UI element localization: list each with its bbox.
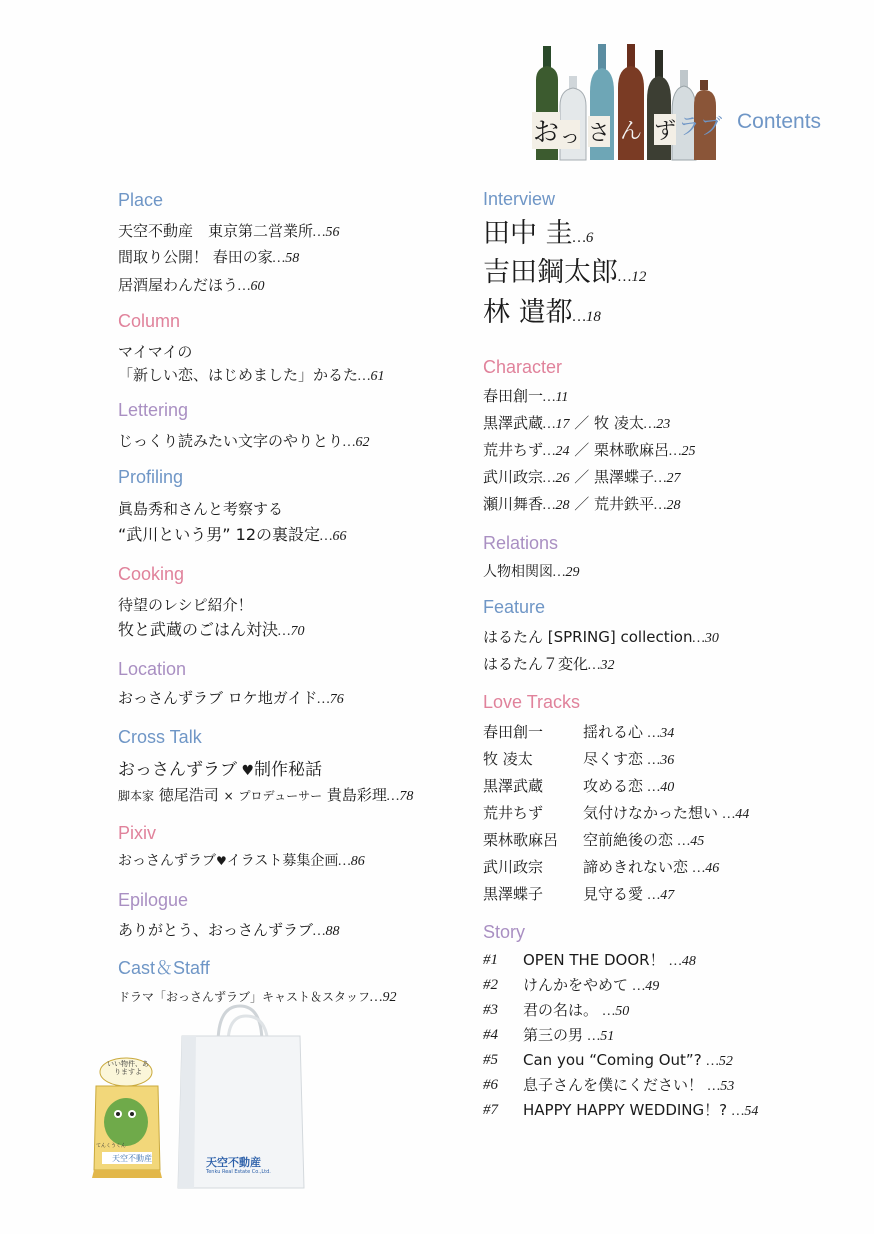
toc-entry[interactable]	[483, 386, 568, 408]
stand-caption: てんくうくん	[96, 1143, 127, 1149]
toc-entry[interactable]	[483, 562, 579, 583]
page-number: …47	[647, 888, 675, 903]
page-number: …28	[654, 498, 681, 513]
track-song: 揺れる心	[583, 723, 644, 741]
episode-title	[523, 1075, 734, 1097]
place-heading: Place	[118, 190, 164, 210]
entry-title: 牧 凌太	[594, 414, 644, 432]
entry-title: イラスト募集企画	[226, 853, 339, 869]
episode-title	[523, 1050, 733, 1072]
page-number: …70	[278, 624, 305, 639]
toc-entry-line: 眞島秀和さんと考察する	[118, 500, 284, 518]
separator: ／	[574, 414, 590, 432]
toc-entry[interactable]	[118, 431, 369, 453]
track-title	[583, 803, 749, 825]
track-character: 牧 凌太	[483, 750, 533, 768]
entry-title: おっさんずラブ	[118, 760, 237, 780]
toc-entry[interactable]	[483, 627, 719, 649]
toc-entry[interactable]	[483, 494, 681, 516]
page-number: …24	[543, 444, 570, 459]
entry-title: 春田創一	[483, 387, 544, 405]
toc-entry[interactable]	[118, 620, 304, 642]
logo-char: ず	[654, 114, 676, 145]
entry-title: 栗林歌麻呂	[594, 441, 670, 459]
entry-title: 人物相関図	[483, 564, 553, 580]
toc-entry[interactable]	[483, 654, 614, 676]
entry-title: 武川政宗	[483, 468, 544, 486]
toc-entry[interactable]	[118, 221, 339, 243]
episode-number: #7	[483, 1102, 498, 1118]
toc-entry[interactable]	[118, 275, 264, 297]
toc-entry[interactable]	[118, 785, 413, 807]
page-number: …17	[543, 417, 570, 432]
toc-entry[interactable]	[118, 851, 365, 872]
page-number: …52	[706, 1054, 733, 1069]
track-character: 黒澤武蔵	[483, 777, 544, 795]
track-title	[583, 722, 674, 744]
location-heading: Location	[118, 659, 187, 679]
episode-name: けんかをやめて	[523, 976, 629, 994]
episode-name: OPEN THE DOOR！	[523, 951, 665, 969]
page-number: …54	[731, 1104, 759, 1119]
entry-title: おっさんずラブ ロケ地ガイド	[118, 689, 318, 707]
epilogue-heading: Epilogue	[118, 890, 189, 910]
column-heading: Column	[118, 311, 181, 331]
entry-title: 荒井鉄平	[594, 495, 655, 513]
page-number: …86	[338, 854, 365, 869]
shopping-bag	[176, 1000, 306, 1192]
crosstalk-heading: Cross Talk	[118, 727, 202, 747]
track-song: 諦めきれない恋	[583, 858, 689, 876]
entry-title: 荒井ちず	[483, 441, 544, 459]
pixiv-heading: Pixiv	[118, 823, 157, 843]
entry-title: 天空不動産 東京第二営業所	[118, 222, 314, 240]
episode-name: 息子さんを僕にください！	[523, 1076, 704, 1094]
page-number: …66	[320, 529, 347, 544]
track-character: 荒井ちず	[483, 804, 544, 822]
logo-char: ブ	[700, 115, 723, 140]
toc-entry[interactable]	[483, 218, 593, 254]
logo-char: お	[532, 112, 560, 149]
role-label: プロデューサー	[238, 789, 323, 803]
entry-title: “武川という男” 12の裏設定	[118, 525, 321, 544]
episode-name: 第三の男	[523, 1026, 584, 1044]
page-number: …6	[572, 230, 594, 246]
logo-title	[528, 112, 728, 152]
entry-title: 「新しい恋、はじめました」かるた	[118, 366, 359, 384]
episode-number: #6	[483, 1077, 498, 1093]
episode-title	[523, 1100, 758, 1122]
episode-name: 君の名は。	[523, 1001, 599, 1019]
bag-logo: 天空不動産	[206, 1156, 261, 1169]
entry-title: ドラマ「おっさんずラブ」キャスト＆スタッフ	[118, 990, 371, 1004]
page-number: …58	[272, 251, 300, 266]
page-number: …28	[543, 498, 570, 513]
page-number: …29	[553, 565, 580, 580]
episode-title	[523, 975, 659, 997]
toc-entry[interactable]	[118, 525, 346, 547]
toc-entry[interactable]	[118, 365, 384, 387]
track-character: 武川政宗	[483, 858, 544, 876]
person-name: 貴島彩理	[326, 786, 387, 804]
page-number: …78	[386, 789, 414, 804]
heart-icon: ♥	[237, 763, 255, 779]
entry-title: 黒澤武蔵	[483, 414, 544, 432]
entry-title: じっくり読みたい文字のやりとり	[118, 432, 344, 450]
toc-entry-line	[118, 760, 322, 781]
episode-number: #1	[483, 952, 498, 968]
episode-name: Can you “Coming Out”?	[523, 1051, 702, 1069]
logo-char: ん	[620, 119, 643, 144]
interview-heading: Interview	[483, 189, 556, 209]
logo-char: ラ	[678, 115, 701, 140]
person-name: 徳尾浩司	[158, 786, 219, 804]
relations-heading: Relations	[483, 533, 559, 553]
page-number: …40	[647, 780, 675, 795]
episode-number: #4	[483, 1027, 498, 1043]
page-number: …25	[669, 444, 696, 459]
times-sign: ×	[223, 789, 234, 803]
entry-title: 林 遣都	[483, 297, 573, 328]
page-number: …60	[238, 279, 265, 294]
track-title	[583, 857, 719, 879]
toc-entry[interactable]	[118, 920, 339, 942]
entry-title: 牧と武蔵のごはん対決	[118, 620, 279, 639]
page-number: …36	[647, 753, 675, 768]
page-number: …48	[669, 954, 696, 969]
toc-entry[interactable]	[483, 440, 696, 462]
track-title	[583, 884, 674, 906]
entry-title: はるたん７変化	[483, 655, 589, 673]
track-character: 春田創一	[483, 723, 544, 741]
track-song: 空前絶後の恋	[583, 831, 674, 849]
page-number: …56	[313, 225, 340, 240]
track-title	[583, 749, 674, 771]
track-song: 気付けなかった想い	[583, 804, 719, 822]
track-song: 尽くす恋	[583, 750, 644, 768]
entry-title: 制作秘話	[254, 760, 323, 780]
page-number: …26	[543, 471, 570, 486]
separator: ／	[574, 495, 590, 513]
page-number: …88	[313, 924, 340, 939]
story-heading: Story	[483, 922, 526, 942]
page-number: …50	[602, 1004, 630, 1019]
page-number: …30	[692, 631, 719, 646]
page-number: …34	[647, 726, 675, 741]
toc-entry[interactable]	[483, 297, 601, 333]
toc-entry[interactable]	[118, 247, 299, 269]
track-title	[583, 776, 674, 798]
episode-number: #3	[483, 1002, 498, 1018]
logo-char: っ	[560, 120, 580, 149]
feature-heading: Feature	[483, 597, 546, 617]
track-character: 黒澤蝶子	[483, 885, 544, 903]
page-number: …53	[707, 1079, 735, 1094]
stand-logo: 天空不動産	[112, 1154, 152, 1163]
lettering-heading: Lettering	[118, 400, 189, 420]
page-number: …92	[370, 990, 397, 1005]
page-number: …61	[358, 369, 385, 384]
episode-name: HAPPY HAPPY WEDDING！?	[523, 1101, 728, 1119]
heart-icon: ♥	[216, 854, 227, 868]
stand-bubble-text: いい物件、ありますよ	[107, 1060, 149, 1076]
role-label: 脚本家	[118, 789, 155, 803]
page-number: …49	[632, 979, 660, 994]
page-number: …11	[543, 390, 569, 405]
toc-entry-line: マイマイの	[118, 343, 193, 361]
toc-entry-line: 待望のレシピ紹介！	[118, 596, 253, 614]
entry-title: おっさんずラブ	[118, 853, 216, 869]
page-number: …45	[677, 834, 705, 849]
track-song: 見守る愛	[583, 885, 644, 903]
page-number: …18	[572, 309, 601, 325]
episode-title	[523, 950, 696, 972]
episode-number: #2	[483, 977, 498, 993]
entry-title: はるたん [SPRING] collection	[483, 628, 693, 646]
page-number: …46	[692, 861, 720, 876]
character-heading: Character	[483, 357, 563, 377]
toc-entry[interactable]	[483, 467, 681, 489]
bag-subtitle: Tenku Real Estate Co.,Ltd.	[206, 1169, 271, 1175]
toc-entry[interactable]	[483, 413, 670, 435]
page-number: …32	[588, 658, 615, 673]
track-character: 栗林歌麻呂	[483, 831, 559, 849]
entry-title: ありがとう、おっさんずラブ	[118, 921, 314, 939]
cast-heading: Cast＆Staff	[118, 958, 210, 978]
episode-title	[523, 1025, 614, 1047]
track-song: 攻める恋	[583, 777, 644, 795]
page-number: …27	[654, 471, 681, 486]
page-number: …62	[343, 435, 370, 450]
mascot-stand	[88, 1052, 168, 1180]
lovetracks-heading: Love Tracks	[483, 692, 581, 712]
entry-title: 田中 圭	[483, 218, 573, 249]
entry-title: 間取り公開！ 春田の家	[118, 248, 273, 266]
cooking-heading: Cooking	[118, 564, 185, 584]
page-number: …12	[618, 269, 647, 285]
page-number: …44	[722, 807, 750, 822]
episode-title	[523, 1000, 629, 1022]
entry-title: 居酒屋わんだほう	[118, 276, 239, 294]
entry-title: 吉田鋼太郎	[483, 257, 618, 288]
toc-entry[interactable]	[118, 688, 344, 710]
page-number: …76	[317, 692, 344, 707]
separator: ／	[574, 468, 590, 486]
track-title	[583, 830, 704, 852]
contents-title: Contents	[737, 110, 822, 133]
separator: ／	[574, 441, 590, 459]
episode-number: #5	[483, 1052, 498, 1068]
entry-title: 瀬川舞香	[483, 495, 544, 513]
logo-char: さ	[588, 116, 610, 147]
toc-entry[interactable]	[483, 257, 646, 293]
entry-title: 黒澤蝶子	[594, 468, 655, 486]
page-number: …51	[587, 1029, 615, 1044]
profiling-heading: Profiling	[118, 467, 184, 487]
page-number: …23	[643, 417, 671, 432]
